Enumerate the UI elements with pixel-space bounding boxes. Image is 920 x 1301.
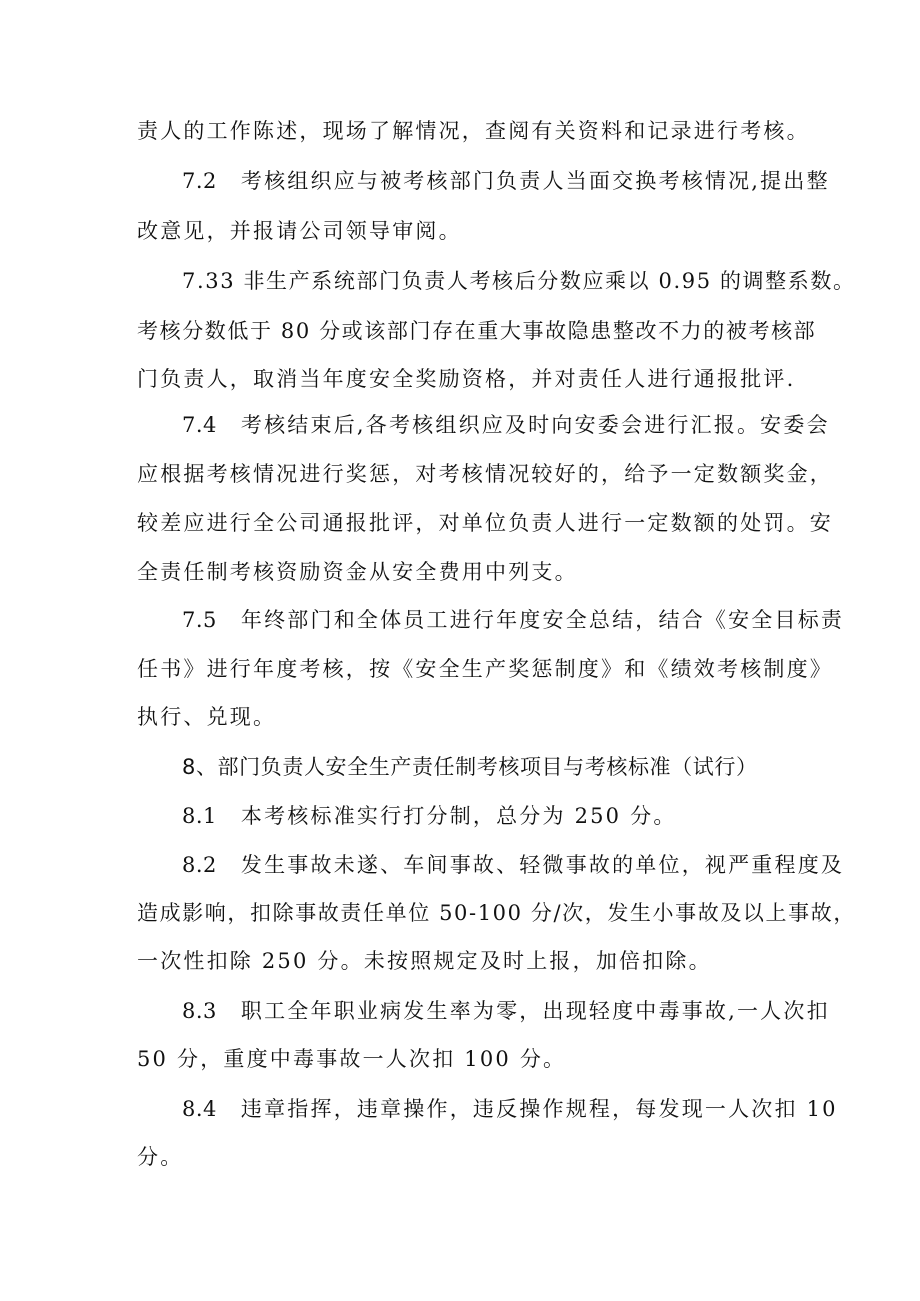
clause-8-4-line — [182, 1094, 838, 1124]
paragraph-line — [137, 946, 797, 976]
line-text: 较差应进行全公司通报批评，对单位负责人进行一定数额的处罚。安 — [137, 511, 833, 535]
clause-7-33-line — [182, 266, 856, 296]
paragraph-line — [137, 1044, 797, 1074]
section-8-heading — [182, 752, 822, 782]
line-text: 全责任制考核资励资金从安全费用中列支。 — [137, 560, 578, 584]
line-text: 分。 — [137, 1145, 184, 1169]
paragraph-line — [137, 702, 797, 732]
line-text: 责人的工作陈述，现场了解情况，查阅有关资料和记录进行考核。 — [137, 119, 810, 143]
clause-number: 8.4 — [182, 1097, 217, 1121]
clause-8-1-line — [182, 801, 797, 831]
line-text: 非生产系统部门负责人考核后分数应乘以 0.95 的调整系数。 — [243, 269, 856, 293]
line-text: 任书》进行年度考核，按《安全生产奖惩制度》和《绩效考核制度》 — [137, 657, 833, 681]
line-text: 违章指挥，违章操作，违反操作规程，每发现一人次扣 10 — [240, 1097, 838, 1121]
paragraph-line — [137, 459, 833, 489]
paragraph-line — [137, 216, 797, 246]
line-text: 考核组织应与被考核部门负责人当面交换考核情况,提出整 — [240, 169, 830, 193]
line-text: 本考核标准实行打分制，总分为 250 分。 — [240, 804, 677, 828]
paragraph-line — [137, 316, 817, 346]
heading-text: 8、部门负责人安全生产责任制考核项目与考核标准（试行） — [182, 755, 758, 779]
clause-number: 7.5 — [182, 608, 217, 632]
paragraph-line — [137, 364, 797, 394]
clause-8-3-line — [182, 996, 830, 1026]
clause-7-2-line — [182, 166, 830, 196]
clause-8-2-line — [182, 850, 845, 880]
line-text: 职工全年职业病发生率为零，出现轻度中毒事故,一人次扣 — [240, 999, 830, 1023]
paragraph-line — [137, 1142, 797, 1172]
clause-number: 7.4 — [182, 413, 217, 437]
paragraph-line — [137, 116, 810, 146]
line-text: 年终部门和全体员工进行年度安全总结，结合《安全目标责 — [240, 608, 845, 632]
line-text: 一次性扣除 250 分。未按照规定及时上报，加倍扣除。 — [137, 949, 712, 973]
clause-7-5-line — [182, 605, 845, 635]
line-text: 造成影响，扣除事故责任单位 50-100 分/次，发生小事故及以上事故， — [137, 901, 856, 925]
paragraph-line — [137, 898, 856, 928]
line-text: 应根据考核情况进行奖惩，对考核情况较好的，给予一定数额奖金， — [137, 462, 833, 486]
line-text: 执行、兑现。 — [137, 705, 277, 729]
clause-number: 7.33 — [182, 269, 236, 293]
paragraph-line — [137, 654, 833, 684]
clause-7-4-line — [182, 410, 830, 440]
clause-number: 8.1 — [182, 804, 217, 828]
clause-number: 8.2 — [182, 853, 217, 877]
line-text: 改意见，并报请公司领导审阅。 — [137, 219, 462, 243]
clause-number: 8.3 — [182, 999, 217, 1023]
clause-number: 7.2 — [182, 169, 217, 193]
paragraph-line — [137, 508, 833, 538]
line-text: 门负责人，取消当年度安全奖励资格，并对责任人进行通报批评. — [137, 367, 796, 391]
line-text: 发生事故未遂、车间事故、轻微事故的单位，视严重程度及 — [240, 853, 845, 877]
line-text: 50 分，重度中毒事故一人次扣 100 分。 — [137, 1047, 567, 1071]
line-text: 考核结束后,各考核组织应及时向安委会进行汇报。安委会 — [240, 413, 830, 437]
line-text: 考核分数低于 80 分或该部门存在重大事故隐患整改不力的被考核部 — [137, 319, 817, 343]
paragraph-line — [137, 557, 797, 587]
